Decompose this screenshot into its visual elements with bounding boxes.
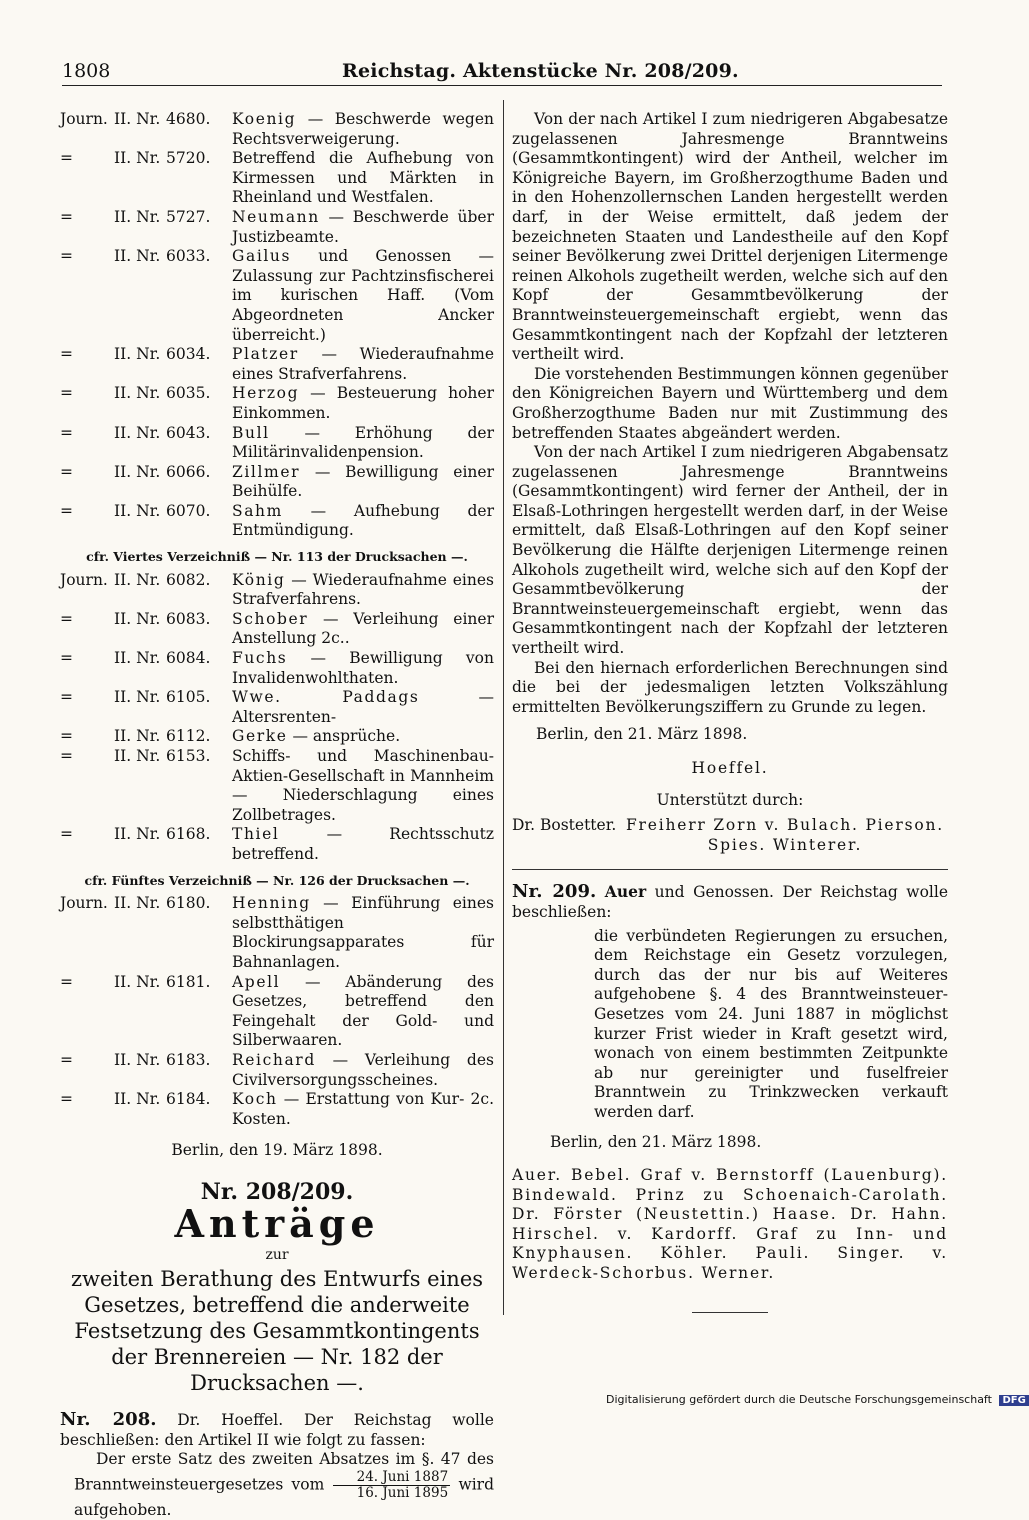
journal-ref [60,208,218,228]
journal-label: Journ. [60,110,108,128]
entry-text [218,688,494,727]
running-title: Reichstag. Aktenstücke Nr. 208/209. [342,60,739,82]
petition-entry [60,825,494,864]
petition-entry [60,502,494,541]
entry-text [218,208,494,247]
entry-text [218,571,494,610]
entry-text [218,247,494,345]
motion-209-body: die verbündeten Regierungen zu ersuchen, dem Reichstage ein Gesetz vorzulegen, durch das der nur bis auf Weiteres aufgehobene §. 4 des Branntweinsteuer-Gesetzes vom 24. Juni 1887 in möglichst kurzer Frist wieder in Kraft gesetzt wird, wonach von einem bestimmten Zeitpunkte ab nur gereinigter und fuselfreier Branntwein zu Trinkzwecken verkauft werden darf. [594,926,948,1121]
entry-text [218,1051,494,1090]
entry-subject: — Aufhebung der Entmündigung. [232,501,494,540]
supporter-left: Dr. Bostetter. [512,816,617,835]
journal-ref [60,727,218,747]
petitioner-name: Neumann [232,207,320,226]
dfg-logo: DFG [999,1395,1028,1406]
entry-subject: — Erstattung von Kur- 2c. Kosten. [232,1090,494,1128]
date-fraction-bottom: 16. Juni 1895 [356,1484,449,1501]
footer-text: Digitalisierung gefördert durch die Deutsche Forschungsgemeinschaft [606,1393,992,1406]
journal-ref [60,1090,218,1110]
motion-208-intro: Der Reichstag wolle beschließen: den Artikel II wie folgt zu fassen: [60,1411,494,1449]
petition-entry [60,727,494,747]
supporters-line-2: Spies. Winterer. [707,835,863,854]
journal-ref [60,384,218,404]
entry-subject: — Besteuerung hoher Einkommen. [232,384,494,422]
journal-label: = [60,1090,73,1109]
petition-entry [60,424,494,463]
entry-number: 6180. [166,894,211,913]
paragraph-2: Die vorstehenden Bestimmungen können gegenüber den Königreichen Bayern und Württemberg und dem Großherzogthume Baden nur mit Zustimmung des betreffenden Staates abgeändert werden. [512,364,948,442]
motion-208-body-start: Der erste Satz des zweiten Absatzes im §. 47 des Branntweinsteuergesetzes vom [74,1450,494,1494]
page-number: 1808 [62,60,111,82]
date-fraction [333,1470,451,1501]
journal-label: = [60,649,73,668]
petition-entry [60,649,494,688]
petition-list-3 [60,894,494,1129]
journal-ref [60,463,218,483]
entry-number: 6184. [166,1090,211,1109]
entry-number: 6105. [166,688,211,707]
supporters-line-1: Freiherr Zorn v. Bulach. Pierson. [625,816,945,835]
register: II. Nr. [114,207,161,226]
register: II. Nr. [114,972,161,991]
journal-label: = [60,609,73,628]
journal-label: = [60,207,73,226]
entry-text [218,345,494,384]
journal-label: = [60,972,73,991]
page-header [62,60,942,86]
entry-number: 6168. [166,825,211,844]
end-rule [692,1312,768,1313]
journal-ref [60,149,218,169]
motion-209-author: Auer [604,882,647,902]
register: II. Nr. [114,1090,161,1109]
journal-label: Journ. [60,894,108,913]
section-rule [512,869,948,870]
entry-number: 6084. [166,649,211,668]
signatories: Auer. Bebel. Graf v. Bernstorff (Lauenburg). Bindewald. Prinz zu Schoenaich-Carolath. Dr. Förster (Neustettin.) Haase. Dr. Hahn. Hirschel. v. Kardorff. Graf zu Inn- und Knyphausen. Köhler. Pauli. Singer. v. Werdeck-Schorbus. Werner. [512,1166,948,1283]
petition-entry [60,973,494,1051]
entry-text [218,502,494,541]
journal-label: = [60,825,73,844]
entry-text [218,110,494,149]
journal-label: Journ. [60,570,108,589]
journal-label: = [60,462,73,481]
journal-ref [60,1051,218,1071]
petition-entry [60,688,494,727]
register: II. Nr. [114,747,161,765]
section-number: Nr. 208/209. [200,1178,354,1205]
entry-subject: — Abänderung des Gesetzes, betreffend den Feingehalt der Gold- und Silberwaaren. [232,972,494,1050]
entry-subject: — Erhöhung der Militärinvalidenpension. [232,423,494,462]
register: II. Nr. [114,462,161,481]
entry-number: 6035. [166,384,211,403]
date-fraction-top: 24. Juni 1887 [333,1470,451,1486]
journal-ref [60,973,218,993]
entry-number: 5720. [166,149,211,168]
entry-number: 6082. [166,570,211,589]
petition-entry [60,610,494,649]
journal-label: = [60,727,73,746]
supporters [512,816,948,855]
entry-subject: — Rechtsschutz betreffend. [232,825,494,863]
entry-subject: — Bewilligung von Invalidenwohlthaten. [232,649,494,687]
entry-number: 6034. [166,345,211,364]
motion-209 [512,882,948,922]
entry-text [218,610,494,649]
petition-entry [60,894,494,972]
motion-208-body [60,1450,494,1520]
section-zur: zur [265,1247,289,1264]
header-rule [62,85,942,86]
motion-209-label: Nr. 209. [512,881,597,903]
entry-text [218,825,494,864]
paragraph-4: Bei den hiernach erforderlichen Berechnungen sind die bei der jedesmaligen letzten Volkszählung ermittelten Bevölkerungsziffern zu Grunde zu legen. [512,658,948,716]
petition-entry [60,1090,494,1129]
journal-label: = [60,247,73,266]
register: II. Nr. [114,688,161,707]
petition-entry [60,384,494,423]
entry-number: 6066. [166,462,211,481]
entry-subject: — Beschwerde wegen Rechtsverweigerung. [232,110,494,148]
date-1: Berlin, den 21. März 1898. [536,725,748,744]
entry-subject: — ansprüche. [287,727,401,746]
petitioner-name: Reichard [232,1050,316,1069]
register: II. Nr. [114,110,161,128]
petition-entry [60,463,494,502]
journal-label: = [60,423,73,442]
supported-by: Unterstützt durch: [656,790,804,809]
register: II. Nr. [114,247,161,266]
petitioner-name: Herzog [232,384,300,403]
journal-ref [60,688,218,708]
motion-209-intro: und Genossen. Der Reichstag wolle beschließen: [512,883,948,921]
petitioner-name: Gailus [232,247,292,266]
petition-entry [60,747,494,825]
register: II. Nr. [114,825,161,844]
entry-number: 6033. [166,247,211,266]
petitioner-name: Koenig [232,110,297,128]
petition-entry [60,208,494,247]
register: II. Nr. [114,501,161,520]
entry-number: 6112. [166,727,211,746]
footer [606,1393,1029,1406]
entry-text [218,747,494,825]
motion-208-author: Dr. Hoeffel. [177,1411,284,1430]
left-date: Berlin, den 19. März 1898. [171,1141,383,1160]
date-2: Berlin, den 21. März 1898. [550,1132,762,1151]
section-title: Anträge [174,1201,380,1247]
signer: Hoeffel. [691,759,769,777]
petitioner-name: König [232,570,286,589]
entry-text [218,1090,494,1129]
journal-ref [60,610,218,630]
petition-entry [60,345,494,384]
entry-subject: und Genossen — Zulassung zur Pachtzinsfischerei im kurischen Haff. (Vom Abgeordneten Ancker überreicht.) [232,247,494,344]
petitioner-name: Fuchs [232,649,288,668]
entry-subject: — Einführung eines selbstthätigen Blockirungsapparates für Bahnanlagen. [232,894,494,971]
journal-label: = [60,384,73,403]
petitioner-name: Zillmer [232,462,301,481]
entry-text [218,149,494,208]
petition-entry [60,110,494,149]
journal-label: = [60,688,73,707]
petitioner-name: Platzer [232,345,299,364]
register: II. Nr. [114,727,161,746]
journal-label: = [60,747,73,765]
entry-subject: Schiffs- und Maschinenbau-Aktien-Gesellschaft in Mannheim — Niederschlagung eines Zollbetrages. [232,747,494,824]
entry-number: 6183. [166,1050,211,1069]
right-column [512,110,948,1313]
entry-subject: — Wiederaufnahme eines Strafverfahrens. [232,570,494,609]
petitioner-name: Henning [232,894,311,913]
petition-entry [60,571,494,610]
journal-ref [60,424,218,444]
register: II. Nr. [114,345,161,364]
entry-text [218,894,494,972]
petitioner-name: Wwe. Paddags [232,688,420,707]
entry-number: 4680. [166,110,211,128]
petition-entry [60,1051,494,1090]
petition-entry [60,149,494,208]
journal-ref [60,110,218,130]
journal-ref [60,747,218,767]
cfr-note-1: cfr. Viertes Verzeichniß — Nr. 113 der Drucksachen —. [86,549,468,565]
entry-text [218,727,494,747]
petitioner-name: Koch [232,1090,278,1109]
entry-number: 6070. [166,501,211,520]
petition-entry [60,247,494,345]
entry-number: 6043. [166,423,211,442]
register: II. Nr. [114,149,161,168]
register: II. Nr. [114,649,161,668]
entry-text [218,384,494,423]
journal-ref [60,894,218,914]
register: II. Nr. [114,894,161,913]
entry-text [218,424,494,463]
register: II. Nr. [114,609,161,628]
motion-208-label: Nr. 208. [60,1409,157,1431]
entry-text [218,973,494,1051]
petitioner-name: Schober [232,609,309,628]
journal-ref [60,571,218,591]
entry-text [218,649,494,688]
cfr-note-2: cfr. Fünftes Verzeichniß — Nr. 126 der Drucksachen —. [84,872,470,888]
entry-number: 5727. [166,207,211,226]
journal-ref [60,247,218,267]
entry-subject: — Bewilligung einer Beihülfe. [232,462,494,501]
journal-label: = [60,1050,73,1069]
petition-list-2 [60,571,494,865]
journal-ref [60,502,218,522]
journal-ref [60,825,218,845]
entry-number: 6181. [166,972,211,991]
journal-label: = [60,501,73,520]
entry-subject: — Verleihung einer Anstellung 2c.. [232,609,494,648]
petitioner-name: Thiel [232,825,280,844]
petition-list-1 [60,110,494,541]
petitioner-name: Bull [232,423,270,442]
column-divider [503,100,504,1315]
motion-208-body-end: wird aufgehoben. [74,1475,494,1519]
entry-subject: Betreffend die Aufhebung von Kirmessen und Märkten in Rheinland und Westfalen. [232,149,494,207]
petitioner-name: Gerke [232,727,288,746]
petitioner-name: Apell [232,972,281,991]
paragraph-1: Von der nach Artikel I zum niedrigeren Abgabesatze zugelassenen Jahresmenge Branntweins (Gesammtkontingent) wird der Antheil, welcher im Königreiche Bayern, im Großherzogthume Baden und in den Hohenzollernschen Landen hergestellt werden darf, in der Weise ermittelt, daß jedem der bezeichneten Staaten und Landestheile auf den Kopf seiner Bevölkerung zwei Drittel derjenigen Litermenge reinen Alkohols zugetheilt werden, welche sich auf den Kopf der Gesammtbevölkerung der Branntweinsteuergemeinschaft ergiebt, wenn das Gesammtkontingent nach der Kopfzahl der letzteren vertheilt wird. [512,110,948,364]
register: II. Nr. [114,1050,161,1069]
journal-ref [60,649,218,669]
entry-subject: — Altersrenten- [232,688,494,726]
entry-subject: — Beschwerde über Justizbeamte. [232,207,494,246]
entry-text [218,463,494,502]
entry-subject: — Wiederaufnahme eines Strafverfahrens. [232,345,494,383]
entry-number: 6153. [166,747,211,765]
section-subtitle: zweiten Berathung des Entwurfs eines Gesetzes, betreffend die anderweite Festsetzung des Gesammtkontingents der Brennereien — Nr. 182 der Drucksachen —. [70,1267,484,1396]
paragraph-3: Von der nach Artikel I zum niedrigeren Abgabensatz zugelassenen Jahresmenge Branntweins (Gesammtkontingent) wird ferner der Antheil, der in Elsaß-Lothringen hergestellt werden darf, in der Weise ermittelt, daß Elsaß-Lothringen auf den Kopf seiner Bevölkerung die Hälfte derjenigen Litermenge reinen Alkohols zugetheilt wird, welche sich auf den Kopf der Gesammtbevölkerung der Branntweinsteuergemeinschaft ergiebt, wenn das Gesammtkontingent nach der Kopfzahl der letzteren vertheilt wird. [512,443,948,658]
left-column [60,110,494,1520]
register: II. Nr. [114,384,161,403]
journal-label: = [60,149,73,168]
journal-ref [60,345,218,365]
motion-208 [60,1410,494,1450]
entry-number: 6083. [166,609,211,628]
journal-label: = [60,345,73,364]
register: II. Nr. [114,570,161,589]
petitioner-name: Sahm [232,501,283,520]
register: II. Nr. [114,423,161,442]
entry-subject: — Verleihung des Civilversorgungsscheines. [232,1050,494,1089]
